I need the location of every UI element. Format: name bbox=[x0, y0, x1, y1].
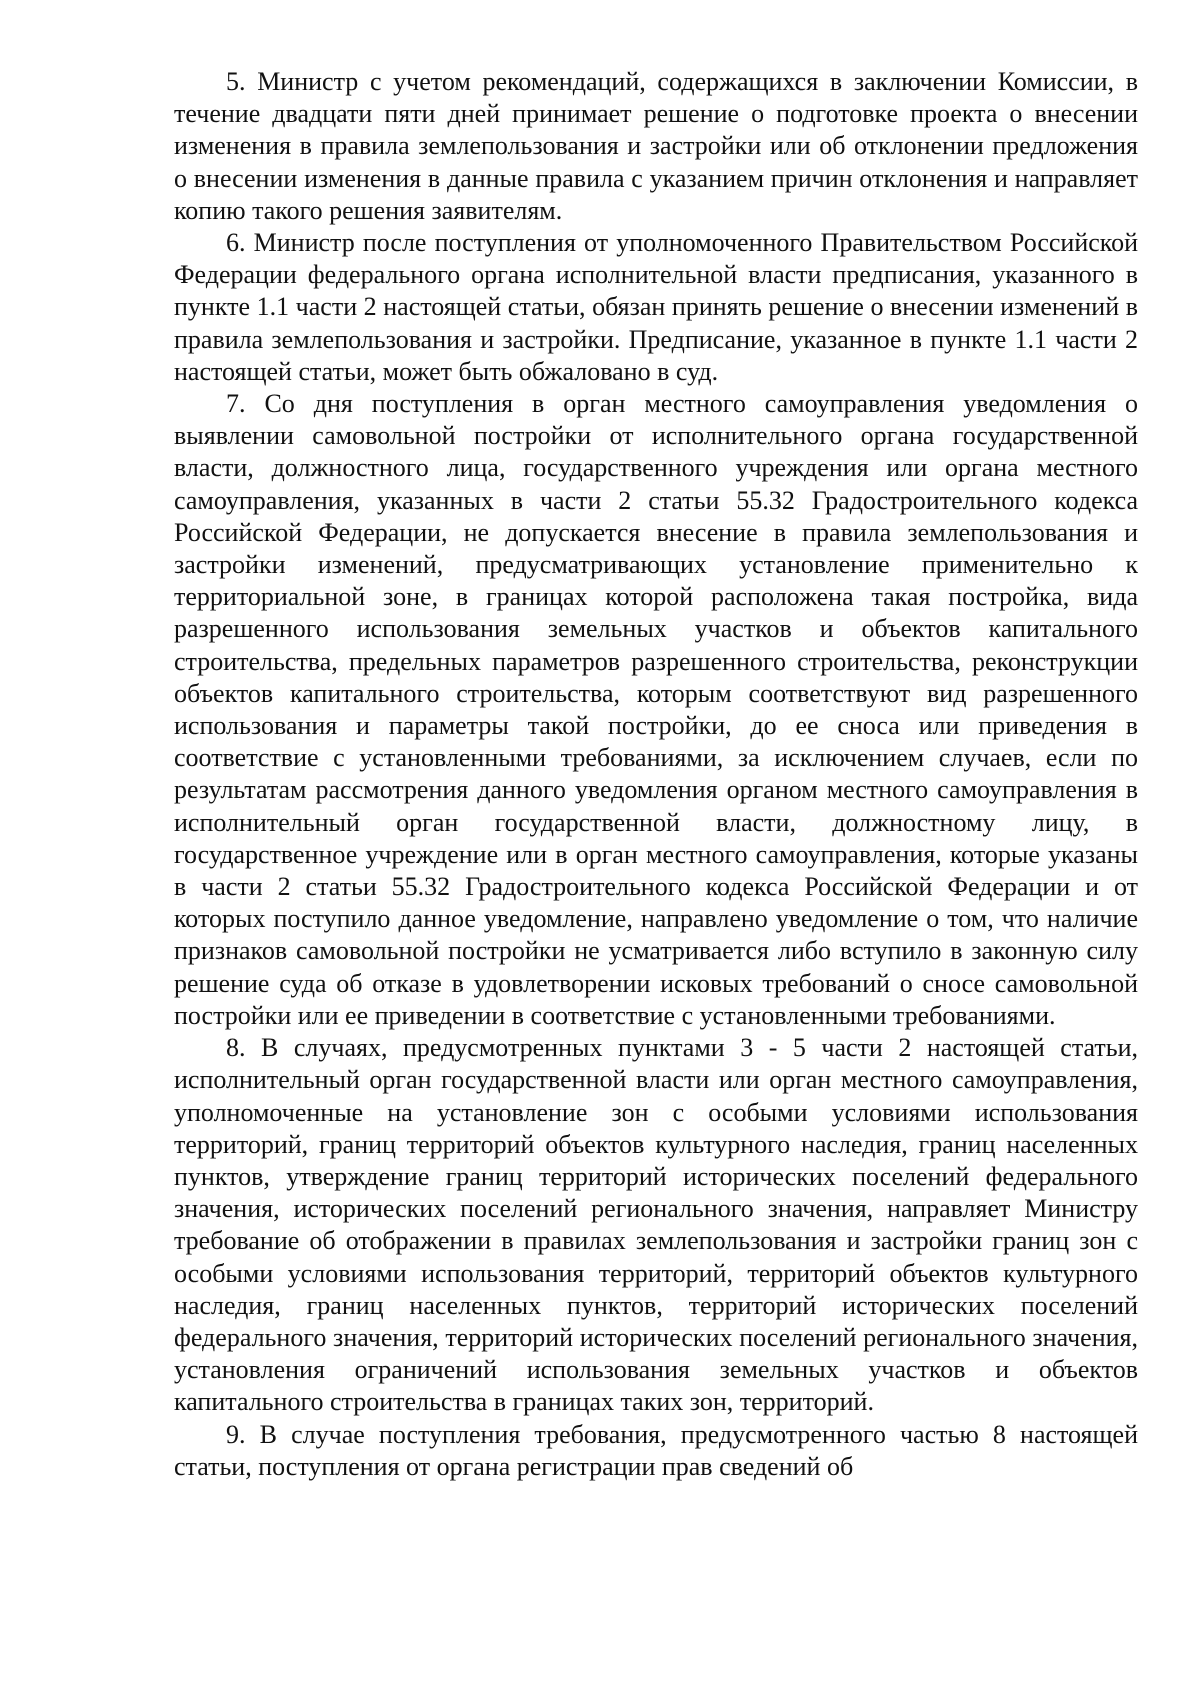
document-page bbox=[174, 66, 1138, 1483]
paragraph-text: Со дня поступления в орган местного самоуправления уведомления о выявлении самовольной постройки от исполнительного органа государственной власти, должностного лица, государственного учреждения или органа местного самоуправления, указанных в части 2 статьи 55.32 Градостроительного кодекса Российской Федерации, не допускается внесение в правила землепользования и застройки изменений, предусматривающих установление применительно к территориальной зоне, в границах которой расположена такая постройка, вида разрешенного использования земельных участков и объектов капитального строительства, предельных параметров разрешенного строительства, реконструкции объектов капитального строительства, которым соответствуют вид разрешенного использования и параметры такой постройки, до ее сноса или приведения в соответствие с установленными требованиями, за исключением случаев, если по результатам рассмотрения данного уведомления органом местного самоуправления в исполнительный орган государственной власти, должностному лицу, в государственное учреждение или в орган местного самоуправления, которые указаны в части 2 статьи 55.32 Градостроительного кодекса Российской Федерации и от которых поступило данное уведомление, направлено уведомление о том, что наличие признаков самовольной постройки не усматривается либо вступило в законную силу решение суда об отказе в удовлетворении исковых требований о сносе самовольной постройки или ее приведении в соответствие с установленными требованиями. bbox=[174, 389, 1139, 1030]
paragraph-6 bbox=[174, 227, 1138, 388]
paragraph-text: В случаях, предусмотренных пунктами 3 - 5 части 2 настоящей статьи, исполнительный орган государственной власти или орган местного самоуправления, уполномоченные на установление зон с особыми условиями использования территорий, границ территорий объектов культурного наследия, границ населенных пунктов, утверждение границ территорий исторических поселений федерального значения, исторических поселений регионального значения, направляет Министру требование об отображении в правилах землепользования и застройки границ зон с особыми условиями использования территорий, территорий объектов культурного наследия, границ населенных пунктов, территорий исторических поселений федерального значения, территорий исторических поселений регионального значения, установления ограничений использования земельных участков и объектов капитального строительства в границах таких зон, территорий. bbox=[174, 1033, 1139, 1417]
paragraph-9 bbox=[174, 1419, 1138, 1483]
paragraph-5 bbox=[174, 66, 1138, 227]
paragraph-number: 7. bbox=[226, 389, 246, 419]
paragraph-number: 8. bbox=[226, 1033, 246, 1063]
paragraph-8 bbox=[174, 1032, 1138, 1418]
paragraph-number: 9. bbox=[226, 1419, 246, 1449]
paragraph-7 bbox=[174, 388, 1138, 1032]
paragraph-number: 5. bbox=[226, 67, 246, 96]
paragraph-number: 6. bbox=[226, 228, 246, 258]
paragraph-text: В случае поступления требования, предусмотренного частью 8 настоящей статьи, поступления от органа регистрации прав сведений об bbox=[174, 1419, 1138, 1481]
paragraph-text: Министр после поступления от уполномоченного Правительством Российской Федерации федерального органа исполнительной власти предписания, указанного в пункте 1.1 части 2 настоящей статьи, обязан принять решение о внесении изменений в правила землепользования и застройки. Предписание, указанное в пункте 1.1 части 2 настоящей статьи, может быть обжаловано в суд. bbox=[174, 228, 1139, 386]
paragraph-text: Министр с учетом рекомендаций, содержащихся в заключении Комиссии, в течение двадцати пяти дней принимает решение о подготовке проекта о внесении изменения в правила землепользования и застройки или об отклонении предложения о внесении изменения в данные правила с указанием причин отклонения и направляет копию такого решения заявителям. bbox=[174, 67, 1138, 225]
